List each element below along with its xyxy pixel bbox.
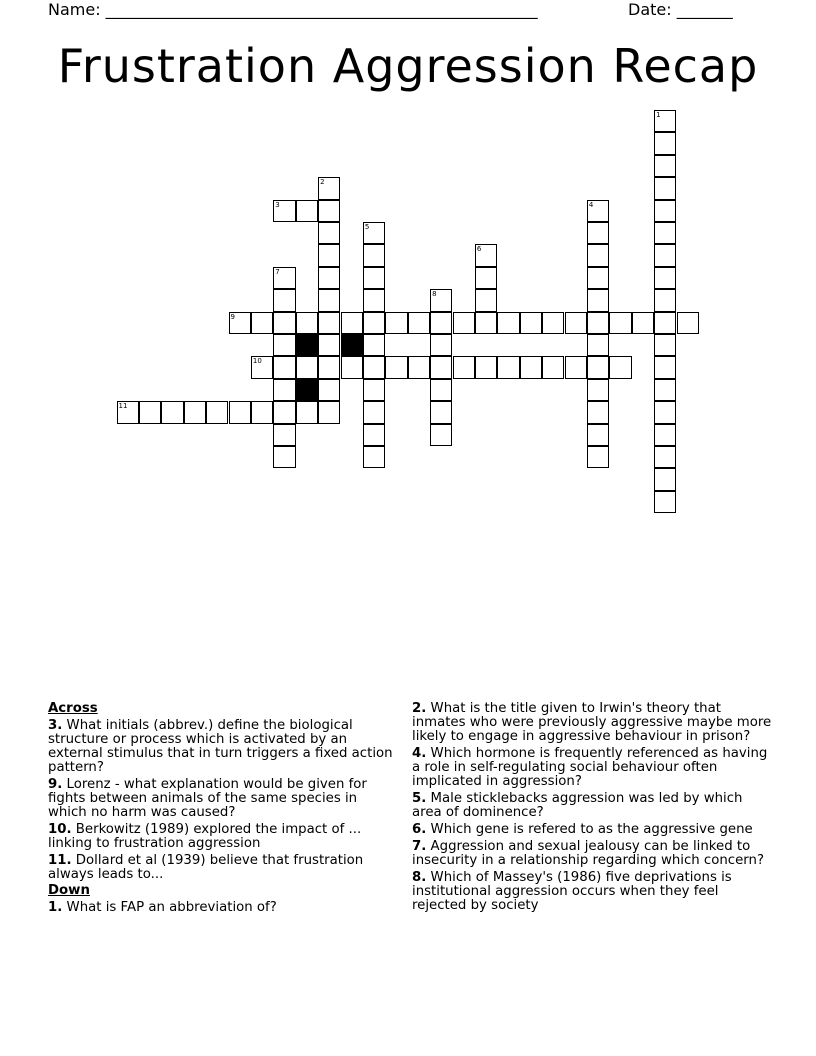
date-field-label: Date: _______ — [628, 0, 733, 19]
clue-down-1 — [48, 901, 400, 915]
clue-number: 8. — [412, 870, 427, 885]
crossword-cell[interactable] — [273, 289, 295, 311]
crossword-cell[interactable] — [229, 401, 251, 423]
crossword-cell[interactable] — [654, 379, 676, 401]
clue-number: 6. — [412, 822, 427, 837]
clue-down-5 — [412, 792, 772, 820]
clue-down-2 — [412, 702, 772, 744]
crossword-cell[interactable] — [654, 424, 676, 446]
crossword-cell[interactable] — [318, 222, 340, 244]
crossword-cell[interactable] — [587, 356, 609, 378]
crossword-cell[interactable] — [184, 401, 206, 423]
crossword-cell[interactable] — [430, 379, 452, 401]
clue-across-10 — [48, 823, 400, 851]
clue-text: Dollard et al (1939) believe that frustration always leads to... — [48, 853, 364, 882]
crossword-cell[interactable] — [117, 401, 139, 423]
crossword-cell[interactable] — [654, 222, 676, 244]
clue-across-9 — [48, 778, 400, 820]
name-field-label: Name: ______________________________________________________ — [48, 0, 538, 19]
crossword-cell[interactable] — [587, 244, 609, 266]
crossword-cell[interactable] — [273, 267, 295, 289]
crossword-cell[interactable] — [475, 244, 497, 266]
clue-number: 10. — [48, 822, 72, 837]
crossword-cell[interactable] — [273, 334, 295, 356]
crossword-cell[interactable] — [632, 312, 654, 334]
clue-text: Which gene is refered to as the aggressive gene — [430, 822, 753, 837]
crossword-cell[interactable] — [542, 356, 564, 378]
crossword-cell[interactable] — [273, 312, 295, 334]
crossword-cell[interactable] — [229, 312, 251, 334]
black-cell — [341, 334, 363, 356]
clue-text: Berkowitz (1989) explored the impact of ... linking to frustration aggression — [48, 822, 362, 851]
crossword-cell[interactable] — [587, 401, 609, 423]
clue-text: Which of Massey's (1986) five deprivations is institutional aggression occurs when they feel rejected by society — [412, 870, 732, 913]
crossword-cell[interactable] — [453, 312, 475, 334]
crossword-cell[interactable] — [654, 244, 676, 266]
clue-text: Male sticklebacks aggression was led by which area of dominence? — [412, 791, 743, 820]
clue-number: 5. — [412, 791, 427, 806]
crossword-cell[interactable] — [318, 401, 340, 423]
page-title: Frustration Aggression Recap — [57, 39, 759, 93]
crossword-cell[interactable] — [251, 312, 273, 334]
crossword-cell[interactable] — [430, 312, 452, 334]
crossword-cell[interactable] — [587, 312, 609, 334]
crossword-cell[interactable] — [654, 110, 676, 132]
crossword-cell[interactable] — [408, 356, 430, 378]
clue-number: 4. — [412, 746, 427, 761]
clue-text: What initials (abbrev.) define the biological structure or process which is activated by an external stimulus that in turn triggers a fixed action pattern? — [48, 718, 393, 775]
crossword-cell[interactable] — [296, 312, 318, 334]
crossword-cell[interactable] — [654, 356, 676, 378]
crossword-cell[interactable] — [318, 379, 340, 401]
clue-down-4 — [412, 747, 772, 789]
crossword-cell[interactable] — [677, 312, 699, 334]
crossword-cell[interactable] — [251, 356, 273, 378]
crossword-cell[interactable] — [497, 356, 519, 378]
crossword-cell[interactable] — [363, 401, 385, 423]
across-heading: Across — [48, 701, 98, 716]
crossword-cell[interactable] — [654, 289, 676, 311]
crossword-cell[interactable] — [475, 356, 497, 378]
clue-across-3 — [48, 719, 400, 775]
crossword-cell[interactable] — [385, 312, 407, 334]
crossword-cell[interactable] — [587, 200, 609, 222]
clue-number: 1. — [48, 900, 63, 915]
crossword-cell[interactable] — [430, 424, 452, 446]
crossword-cell[interactable] — [318, 289, 340, 311]
cell-number: 5 — [364, 223, 370, 231]
crossword-cell[interactable] — [475, 289, 497, 311]
crossword-cell[interactable] — [654, 491, 676, 513]
crossword-cell[interactable] — [318, 200, 340, 222]
crossword-cell[interactable] — [609, 312, 631, 334]
crossword-cell[interactable] — [296, 401, 318, 423]
crossword-cell[interactable] — [363, 446, 385, 468]
crossword-cell[interactable] — [318, 177, 340, 199]
clues-right-column — [412, 702, 772, 916]
crossword-cell[interactable] — [654, 446, 676, 468]
crossword-cell[interactable] — [363, 289, 385, 311]
crossword-cell[interactable] — [273, 401, 295, 423]
crossword-cell[interactable] — [475, 312, 497, 334]
clue-number: 3. — [48, 718, 63, 733]
clue-number: 9. — [48, 777, 63, 792]
crossword-cell[interactable] — [565, 356, 587, 378]
crossword-cell[interactable] — [341, 312, 363, 334]
cell-number: 6 — [476, 245, 482, 254]
crossword-cell[interactable] — [654, 177, 676, 199]
crossword-cell[interactable] — [318, 267, 340, 289]
crossword-cell[interactable] — [654, 155, 676, 177]
crossword-cell[interactable] — [542, 312, 564, 334]
crossword-cell[interactable] — [520, 312, 542, 334]
crossword-cell[interactable] — [587, 289, 609, 311]
crossword-cell[interactable] — [587, 222, 609, 244]
crossword-cell[interactable] — [475, 267, 497, 289]
crossword-cell[interactable] — [251, 401, 273, 423]
crossword-cell[interactable] — [654, 132, 676, 154]
crossword-cell[interactable] — [363, 334, 385, 356]
crossword-cell[interactable] — [408, 312, 430, 334]
crossword-cell[interactable] — [273, 446, 295, 468]
crossword-cell[interactable] — [430, 334, 452, 356]
crossword-cell[interactable] — [565, 312, 587, 334]
crossword-cell[interactable] — [654, 334, 676, 356]
crossword-cell[interactable] — [161, 401, 183, 423]
crossword-cell[interactable] — [654, 200, 676, 222]
crossword-cell[interactable] — [363, 424, 385, 446]
crossword-cell[interactable] — [273, 356, 295, 378]
cell-number: 11 — [118, 402, 128, 411]
clue-number: 2. — [412, 701, 427, 716]
crossword-cell[interactable] — [363, 222, 385, 244]
clue-number: 7. — [412, 839, 427, 854]
crossword-cell[interactable] — [273, 200, 295, 222]
crossword-cell[interactable] — [318, 356, 340, 378]
crossword-cell[interactable] — [587, 424, 609, 446]
crossword-cell[interactable] — [385, 356, 407, 378]
clue-down-7 — [412, 840, 772, 868]
crossword-cell[interactable] — [363, 312, 385, 334]
crossword-cell[interactable] — [520, 356, 542, 378]
cell-number: 8 — [432, 290, 437, 299]
clue-text: What is the title given to Irwin's theory that inmates who were previously aggressive maybe more likely to engage in aggressive behaviour in prison? — [412, 701, 772, 744]
crossword-cell[interactable] — [654, 468, 676, 490]
black-cell — [296, 379, 318, 401]
crossword-cell[interactable] — [654, 401, 676, 423]
crossword-cell[interactable] — [273, 424, 295, 446]
crossword-cell[interactable] — [587, 334, 609, 356]
clue-text: What is FAP an abbreviation of? — [66, 900, 277, 915]
crossword-cell[interactable] — [318, 334, 340, 356]
cell-number: 2 — [320, 178, 325, 187]
crossword-cell[interactable] — [296, 356, 318, 378]
clue-across-11 — [48, 854, 400, 882]
black-cell — [296, 334, 318, 356]
crossword-cell[interactable] — [363, 356, 385, 378]
crossword-cell[interactable] — [453, 356, 475, 378]
clues-left-column — [48, 702, 400, 918]
cell-number: 10 — [252, 357, 262, 366]
crossword-cell[interactable] — [363, 267, 385, 289]
crossword-cell[interactable] — [430, 289, 452, 311]
crossword-cell[interactable] — [318, 312, 340, 334]
clue-down-8 — [412, 871, 772, 913]
crossword-cell[interactable] — [430, 401, 452, 423]
crossword-cell[interactable] — [587, 379, 609, 401]
cell-number: 7 — [275, 267, 280, 276]
crossword-cell[interactable] — [363, 244, 385, 266]
crossword-cell[interactable] — [654, 267, 676, 289]
crossword-cell[interactable] — [587, 267, 609, 289]
crossword-cell[interactable] — [139, 401, 161, 423]
crossword-cell[interactable] — [430, 356, 452, 378]
cell-number: 1 — [656, 111, 661, 119]
cell-number: 9 — [230, 312, 235, 321]
crossword-cell[interactable] — [497, 312, 519, 334]
crossword-cell[interactable] — [609, 356, 631, 378]
clue-text: Aggression and sexual jealousy can be linked to insecurity in a relationship regarding which concern? — [412, 839, 764, 868]
crossword-cell[interactable] — [363, 379, 385, 401]
cell-number: 3 — [275, 200, 280, 209]
crossword-cell[interactable] — [273, 379, 295, 401]
crossword-cell[interactable] — [341, 356, 363, 378]
cell-number: 4 — [588, 200, 594, 209]
crossword-cell[interactable] — [587, 446, 609, 468]
clue-down-6 — [412, 823, 772, 837]
clue-text: Which hormone is frequently referenced as having a role in self-regulating social behaviour often implicated in aggression? — [412, 746, 768, 789]
clue-number: 11. — [48, 853, 72, 868]
crossword-cell[interactable] — [318, 244, 340, 266]
clue-text: Lorenz - what explanation would be given for fights between animals of the same species in which no harm was caused? — [48, 777, 367, 820]
crossword-cell[interactable] — [654, 312, 676, 334]
crossword-cell[interactable] — [206, 401, 228, 423]
down-heading: Down — [48, 883, 90, 898]
crossword-cell[interactable] — [296, 200, 318, 222]
